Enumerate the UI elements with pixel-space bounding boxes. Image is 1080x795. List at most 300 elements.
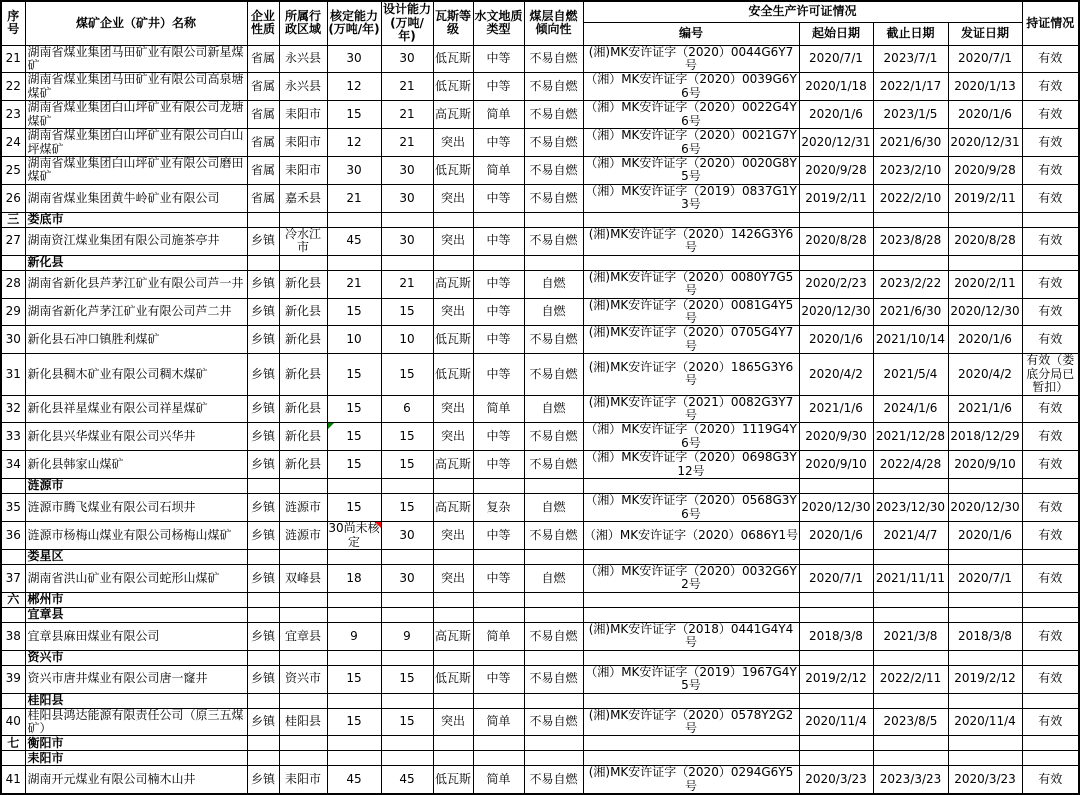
cell-approved-capacity[interactable]: 10 — [327, 326, 381, 354]
cell-name[interactable]: 新化县祥星煤业有限公司祥星煤矿 — [25, 395, 247, 423]
cell-name[interactable]: 娄星区 — [25, 549, 247, 564]
cell-gas-grade[interactable]: 突出 — [433, 129, 473, 157]
cell-name[interactable]: 湖南开元煤业有限公司楠木山井 — [25, 766, 247, 794]
cell-issue-date[interactable]: 2020/2/11 — [948, 270, 1022, 298]
cell-status[interactable] — [1022, 693, 1079, 708]
cell-end-date[interactable]: 2023/8/5 — [873, 708, 948, 736]
cell-name[interactable]: 娄底市 — [25, 212, 247, 227]
cell-nature[interactable] — [247, 255, 279, 270]
cell-status[interactable]: 有效 — [1022, 708, 1079, 736]
cell-region[interactable]: 涟源市 — [279, 494, 327, 522]
cell-end-date[interactable]: 2022/2/11 — [873, 665, 948, 693]
cell-issue-date[interactable]: 2018/3/8 — [948, 622, 1022, 650]
cell-end-date[interactable]: 2023/7/1 — [873, 45, 948, 73]
cell-designed-capacity[interactable] — [381, 549, 433, 564]
cell-license-no[interactable]: （湘）MK安许证字（2020）0032G6Y2号 — [583, 564, 799, 592]
cell-end-date[interactable] — [873, 255, 948, 270]
col-header-license-group[interactable]: 安全生产许可证情况 — [583, 1, 1022, 22]
cell-region[interactable]: 耒阳市 — [279, 101, 327, 129]
cell-nature[interactable]: 乡镇 — [247, 354, 279, 395]
cell-nature[interactable]: 乡镇 — [247, 494, 279, 522]
cell-name[interactable]: 桂阳县鸿达能源有限责任公司（原三五煤矿） — [25, 708, 247, 736]
cell-approved-capacity[interactable] — [327, 607, 381, 622]
cell-region[interactable]: 新化县 — [279, 298, 327, 326]
cell-region[interactable] — [279, 607, 327, 622]
cell-license-no[interactable]: （湘）MK安许证字（2020）0020G8Y5号 — [583, 157, 799, 185]
cell-designed-capacity[interactable] — [381, 607, 433, 622]
cell-combustion[interactable]: 自燃 — [524, 298, 583, 326]
cell-nature[interactable] — [247, 736, 279, 751]
cell-nature[interactable]: 乡镇 — [247, 423, 279, 451]
col-header-name[interactable]: 煤矿企业（矿井）名称 — [25, 1, 247, 45]
cell-start-date[interactable]: 2020/2/23 — [799, 270, 873, 298]
cell-combustion[interactable] — [524, 693, 583, 708]
cell-no[interactable]: 27 — [1, 227, 25, 255]
cell-region[interactable] — [279, 549, 327, 564]
cell-region[interactable]: 涟源市 — [279, 522, 327, 550]
cell-name[interactable]: 湖南省新化县芦茅江矿业有限公司芦一井 — [25, 270, 247, 298]
cell-end-date[interactable]: 2023/12/30 — [873, 494, 948, 522]
cell-combustion[interactable]: 不易自燃 — [524, 157, 583, 185]
cell-approved-capacity[interactable]: 21 — [327, 184, 381, 212]
cell-end-date[interactable] — [873, 736, 948, 751]
cell-hydro-type[interactable]: 中等 — [473, 270, 524, 298]
cell-issue-date[interactable]: 2021/1/6 — [948, 395, 1022, 423]
cell-combustion[interactable]: 不易自燃 — [524, 184, 583, 212]
cell-license-no[interactable]: (湘)MK安许证字（2020）0294G6Y5号 — [583, 766, 799, 794]
cell-end-date[interactable]: 2023/2/10 — [873, 157, 948, 185]
cell-combustion[interactable] — [524, 549, 583, 564]
cell-start-date[interactable]: 2020/1/18 — [799, 73, 873, 101]
cell-no[interactable]: 28 — [1, 270, 25, 298]
cell-no[interactable]: 33 — [1, 423, 25, 451]
cell-hydro-type[interactable]: 简单 — [473, 708, 524, 736]
cell-name[interactable]: 新化县石冲口镇胜利煤矿 — [25, 326, 247, 354]
cell-status[interactable]: 有效 — [1022, 157, 1079, 185]
cell-region[interactable] — [279, 751, 327, 766]
cell-issue-date[interactable]: 2020/9/10 — [948, 451, 1022, 479]
cell-hydro-type[interactable] — [473, 212, 524, 227]
cell-designed-capacity[interactable]: 30 — [381, 564, 433, 592]
cell-no[interactable]: 七 — [1, 736, 25, 751]
cell-license-no[interactable]: (湘)MK安许证字（2020）0080Y7G5号 — [583, 270, 799, 298]
cell-name[interactable]: 衡阳市 — [25, 736, 247, 751]
cell-approved-capacity[interactable]: 45 — [327, 227, 381, 255]
cell-status[interactable]: 有效 — [1022, 129, 1079, 157]
cell-region[interactable]: 耒阳市 — [279, 766, 327, 794]
cell-combustion[interactable] — [524, 607, 583, 622]
cell-gas-grade[interactable]: 突出 — [433, 298, 473, 326]
cell-gas-grade[interactable]: 高瓦斯 — [433, 101, 473, 129]
cell-issue-date[interactable] — [948, 212, 1022, 227]
cell-issue-date[interactable] — [948, 650, 1022, 665]
cell-issue-date[interactable] — [948, 736, 1022, 751]
cell-hydro-type[interactable] — [473, 479, 524, 494]
cell-region[interactable]: 冷水江市 — [279, 227, 327, 255]
cell-approved-capacity[interactable]: 15 — [327, 708, 381, 736]
cell-hydro-type[interactable] — [473, 650, 524, 665]
cell-gas-grade[interactable]: 低瓦斯 — [433, 326, 473, 354]
cell-combustion[interactable]: 不易自燃 — [524, 227, 583, 255]
cell-status[interactable]: 有效 — [1022, 522, 1079, 550]
cell-nature[interactable]: 乡镇 — [247, 227, 279, 255]
col-header-region[interactable]: 所属行政区域 — [279, 1, 327, 45]
cell-combustion[interactable] — [524, 255, 583, 270]
cell-hydro-type[interactable] — [473, 693, 524, 708]
cell-start-date[interactable]: 2020/12/30 — [799, 494, 873, 522]
cell-status[interactable]: 有效 — [1022, 564, 1079, 592]
cell-approved-capacity[interactable]: 15 — [327, 494, 381, 522]
cell-region[interactable]: 双峰县 — [279, 564, 327, 592]
cell-gas-grade[interactable] — [433, 212, 473, 227]
cell-start-date[interactable] — [799, 255, 873, 270]
cell-no[interactable] — [1, 751, 25, 766]
cell-issue-date[interactable]: 2020/1/13 — [948, 73, 1022, 101]
cell-hydro-type[interactable]: 中等 — [473, 129, 524, 157]
cell-gas-grade[interactable]: 突出 — [433, 423, 473, 451]
cell-gas-grade[interactable]: 突出 — [433, 184, 473, 212]
cell-combustion[interactable]: 不易自燃 — [524, 129, 583, 157]
cell-issue-date[interactable]: 2020/8/28 — [948, 227, 1022, 255]
cell-region[interactable]: 桂阳县 — [279, 708, 327, 736]
cell-region[interactable] — [279, 479, 327, 494]
cell-region[interactable]: 新化县 — [279, 451, 327, 479]
cell-status[interactable] — [1022, 736, 1079, 751]
cell-combustion[interactable]: 不易自燃 — [524, 101, 583, 129]
cell-status[interactable]: 有效 — [1022, 184, 1079, 212]
cell-gas-grade[interactable]: 突出 — [433, 708, 473, 736]
cell-combustion[interactable] — [524, 736, 583, 751]
cell-license-no[interactable]: （湘）MK安许证字（2020）0686Y1号 — [583, 522, 799, 550]
cell-approved-capacity[interactable]: 15 — [327, 451, 381, 479]
cell-start-date[interactable] — [799, 212, 873, 227]
cell-designed-capacity[interactable] — [381, 479, 433, 494]
cell-region[interactable]: 永兴县 — [279, 45, 327, 73]
cell-combustion[interactable]: 自燃 — [524, 564, 583, 592]
cell-license-no[interactable] — [583, 736, 799, 751]
cell-approved-capacity[interactable]: 30 — [327, 157, 381, 185]
cell-approved-capacity[interactable]: 15 — [327, 298, 381, 326]
cell-start-date[interactable] — [799, 549, 873, 564]
cell-hydro-type[interactable]: 简单 — [473, 157, 524, 185]
cell-combustion[interactable]: 自燃 — [524, 494, 583, 522]
cell-start-date[interactable]: 2018/3/8 — [799, 622, 873, 650]
cell-name[interactable]: 湖南省洪山矿业有限公司蛇形山煤矿 — [25, 564, 247, 592]
cell-start-date[interactable]: 2020/1/6 — [799, 326, 873, 354]
cell-status[interactable]: 有效 — [1022, 270, 1079, 298]
cell-issue-date[interactable] — [948, 255, 1022, 270]
cell-end-date[interactable] — [873, 592, 948, 607]
cell-region[interactable] — [279, 255, 327, 270]
cell-license-no[interactable]: (湘)MK安许证字（2020）0705G4Y7号 — [583, 326, 799, 354]
cell-nature[interactable]: 省属 — [247, 129, 279, 157]
cell-region[interactable]: 永兴县 — [279, 73, 327, 101]
cell-hydro-type[interactable]: 简单 — [473, 101, 524, 129]
cell-status[interactable]: 有效 — [1022, 73, 1079, 101]
cell-end-date[interactable]: 2023/1/5 — [873, 101, 948, 129]
cell-gas-grade[interactable] — [433, 751, 473, 766]
cell-approved-capacity[interactable] — [327, 693, 381, 708]
cell-hydro-type[interactable]: 中等 — [473, 451, 524, 479]
cell-issue-date[interactable]: 2020/1/6 — [948, 101, 1022, 129]
cell-gas-grade[interactable]: 高瓦斯 — [433, 451, 473, 479]
cell-hydro-type[interactable]: 中等 — [473, 423, 524, 451]
cell-designed-capacity[interactable]: 21 — [381, 129, 433, 157]
cell-license-no[interactable]: (湘)MK安许证字（2020）1426G3Y6号 — [583, 227, 799, 255]
cell-designed-capacity[interactable]: 30 — [381, 184, 433, 212]
cell-license-no[interactable]: （湘）MK安许证字（2020）0568G3Y6号 — [583, 494, 799, 522]
cell-designed-capacity[interactable] — [381, 212, 433, 227]
cell-designed-capacity[interactable]: 15 — [381, 451, 433, 479]
cell-status[interactable]: 有效 — [1022, 423, 1079, 451]
cell-license-no[interactable]: （湘）MK安许证字（2019）1967G4Y5号 — [583, 665, 799, 693]
cell-status[interactable] — [1022, 479, 1079, 494]
cell-gas-grade[interactable]: 低瓦斯 — [433, 766, 473, 794]
cell-status[interactable]: 有效（娄底分局已暂扣） — [1022, 354, 1079, 395]
cell-nature[interactable]: 乡镇 — [247, 270, 279, 298]
cell-gas-grade[interactable]: 突出 — [433, 227, 473, 255]
cell-status[interactable] — [1022, 607, 1079, 622]
cell-end-date[interactable]: 2021/6/30 — [873, 298, 948, 326]
cell-start-date[interactable] — [799, 650, 873, 665]
cell-gas-grade[interactable]: 高瓦斯 — [433, 494, 473, 522]
cell-status[interactable]: 有效 — [1022, 494, 1079, 522]
cell-hydro-type[interactable]: 复杂 — [473, 494, 524, 522]
cell-designed-capacity[interactable]: 21 — [381, 73, 433, 101]
cell-no[interactable]: 38 — [1, 622, 25, 650]
cell-name[interactable]: 资兴市唐井煤业有限公司唐一窿井 — [25, 665, 247, 693]
cell-hydro-type[interactable] — [473, 607, 524, 622]
cell-start-date[interactable]: 2020/11/4 — [799, 708, 873, 736]
cell-approved-capacity[interactable]: 21 — [327, 270, 381, 298]
cell-start-date[interactable] — [799, 479, 873, 494]
cell-issue-date[interactable]: 2020/12/30 — [948, 494, 1022, 522]
cell-designed-capacity[interactable]: 15 — [381, 423, 433, 451]
cell-region[interactable] — [279, 693, 327, 708]
cell-start-date[interactable]: 2020/7/1 — [799, 564, 873, 592]
cell-start-date[interactable]: 2020/3/23 — [799, 766, 873, 794]
col-header-approved-capacity[interactable]: 核定能力(万吨/年) — [327, 1, 381, 45]
cell-license-no[interactable]: (湘)MK安许证字（2020）0081G4Y5号 — [583, 298, 799, 326]
cell-no[interactable]: 22 — [1, 73, 25, 101]
cell-nature[interactable] — [247, 607, 279, 622]
cell-approved-capacity[interactable]: 12 — [327, 129, 381, 157]
cell-designed-capacity[interactable]: 9 — [381, 622, 433, 650]
cell-combustion[interactable]: 自燃 — [524, 270, 583, 298]
cell-name[interactable]: 新化县 — [25, 255, 247, 270]
cell-region[interactable]: 资兴市 — [279, 665, 327, 693]
cell-start-date[interactable]: 2020/8/28 — [799, 227, 873, 255]
cell-name[interactable]: 郴州市 — [25, 592, 247, 607]
cell-no[interactable] — [1, 650, 25, 665]
cell-approved-capacity[interactable] — [327, 479, 381, 494]
cell-end-date[interactable]: 2021/5/4 — [873, 354, 948, 395]
cell-start-date[interactable] — [799, 736, 873, 751]
cell-no[interactable]: 26 — [1, 184, 25, 212]
cell-end-date[interactable] — [873, 751, 948, 766]
cell-license-no[interactable]: （湘）MK安许证字（2020）0698G3Y12号 — [583, 451, 799, 479]
cell-hydro-type[interactable] — [473, 549, 524, 564]
cell-issue-date[interactable]: 2020/12/31 — [948, 129, 1022, 157]
cell-designed-capacity[interactable]: 15 — [381, 354, 433, 395]
cell-name[interactable]: 宜章县麻田煤业有限公司 — [25, 622, 247, 650]
cell-end-date[interactable]: 2021/4/7 — [873, 522, 948, 550]
cell-start-date[interactable]: 2020/1/6 — [799, 522, 873, 550]
cell-status[interactable] — [1022, 592, 1079, 607]
cell-approved-capacity[interactable]: 18 — [327, 564, 381, 592]
cell-designed-capacity[interactable] — [381, 592, 433, 607]
cell-nature[interactable]: 乡镇 — [247, 522, 279, 550]
cell-no[interactable]: 32 — [1, 395, 25, 423]
cell-no[interactable]: 39 — [1, 665, 25, 693]
cell-end-date[interactable] — [873, 607, 948, 622]
cell-issue-date[interactable] — [948, 751, 1022, 766]
cell-region[interactable]: 新化县 — [279, 326, 327, 354]
cell-approved-capacity[interactable]: 15 — [327, 665, 381, 693]
cell-combustion[interactable]: 不易自燃 — [524, 45, 583, 73]
cell-no[interactable]: 三 — [1, 212, 25, 227]
cell-designed-capacity[interactable]: 6 — [381, 395, 433, 423]
cell-approved-capacity[interactable]: 15 — [327, 354, 381, 395]
cell-gas-grade[interactable]: 低瓦斯 — [433, 45, 473, 73]
cell-end-date[interactable]: 2022/2/10 — [873, 184, 948, 212]
cell-approved-capacity[interactable]: 15 — [327, 101, 381, 129]
col-header-nature[interactable]: 企业性质 — [247, 1, 279, 45]
cell-gas-grade[interactable]: 低瓦斯 — [433, 73, 473, 101]
cell-end-date[interactable]: 2021/3/8 — [873, 622, 948, 650]
cell-region[interactable]: 宜章县 — [279, 622, 327, 650]
cell-combustion[interactable]: 不易自燃 — [524, 665, 583, 693]
cell-nature[interactable]: 乡镇 — [247, 766, 279, 794]
cell-status[interactable]: 有效 — [1022, 665, 1079, 693]
cell-no[interactable] — [1, 607, 25, 622]
cell-start-date[interactable]: 2020/4/2 — [799, 354, 873, 395]
cell-name[interactable]: 湖南省新化芦茅江矿业有限公司芦二井 — [25, 298, 247, 326]
cell-start-date[interactable] — [799, 592, 873, 607]
cell-gas-grade[interactable]: 突出 — [433, 564, 473, 592]
cell-nature[interactable]: 乡镇 — [247, 326, 279, 354]
cell-license-no[interactable]: （湘）MK安许证字（2020）0021G7Y6号 — [583, 129, 799, 157]
cell-approved-capacity[interactable]: 30尚未核定 — [328, 521, 380, 549]
cell-issue-date[interactable] — [948, 592, 1022, 607]
cell-nature[interactable] — [247, 212, 279, 227]
cell-nature[interactable]: 乡镇 — [247, 665, 279, 693]
cell-name[interactable]: 资兴市 — [25, 650, 247, 665]
cell-issue-date[interactable]: 2020/3/23 — [948, 766, 1022, 794]
cell-designed-capacity[interactable] — [381, 255, 433, 270]
cell-nature[interactable]: 乡镇 — [247, 395, 279, 423]
cell-combustion[interactable]: 不易自燃 — [524, 73, 583, 101]
cell-designed-capacity[interactable]: 15 — [381, 708, 433, 736]
cell-status[interactable] — [1022, 212, 1079, 227]
cell-combustion[interactable] — [524, 751, 583, 766]
cell-no[interactable]: 35 — [1, 494, 25, 522]
col-header-gas-grade[interactable]: 瓦斯等级 — [433, 1, 473, 45]
cell-nature[interactable]: 乡镇 — [247, 564, 279, 592]
cell-no[interactable]: 29 — [1, 298, 25, 326]
cell-designed-capacity[interactable]: 45 — [381, 766, 433, 794]
cell-issue-date[interactable]: 2020/7/1 — [948, 564, 1022, 592]
cell-status[interactable]: 有效 — [1022, 45, 1079, 73]
cell-region[interactable]: 耒阳市 — [279, 129, 327, 157]
cell-name[interactable]: 湖南省煤业集团马田矿业有限公司高泉塘煤矿 — [25, 73, 247, 101]
cell-region[interactable]: 嘉禾县 — [279, 184, 327, 212]
cell-license-no[interactable]: (湘)MK安许证字（2021）0082G3Y7号 — [583, 395, 799, 423]
col-header-license-no[interactable]: 编号 — [583, 22, 799, 45]
cell-designed-capacity[interactable]: 30 — [381, 45, 433, 73]
cell-gas-grade[interactable]: 高瓦斯 — [433, 270, 473, 298]
col-header-hydro-type[interactable]: 水文地质类型 — [473, 1, 524, 45]
cell-end-date[interactable]: 2021/12/28 — [873, 423, 948, 451]
cell-hydro-type[interactable]: 中等 — [473, 184, 524, 212]
cell-name[interactable]: 湖南省煤业集团白山坪矿业有限公司龙塘煤矿 — [25, 101, 247, 129]
cell-name[interactable]: 宜章县 — [25, 607, 247, 622]
cell-name[interactable]: 湖南省煤业集团白山坪矿业有限公司磨田煤矿 — [25, 157, 247, 185]
cell-name[interactable]: 涟源市 — [25, 479, 247, 494]
cell-combustion[interactable]: 不易自燃 — [524, 708, 583, 736]
cell-gas-grade[interactable] — [433, 255, 473, 270]
cell-nature[interactable]: 乡镇 — [247, 298, 279, 326]
cell-start-date[interactable]: 2019/2/12 — [799, 665, 873, 693]
cell-license-no[interactable] — [583, 693, 799, 708]
cell-start-date[interactable]: 2020/12/31 — [799, 129, 873, 157]
col-header-status[interactable]: 持证情况 — [1022, 1, 1079, 45]
cell-no[interactable]: 25 — [1, 157, 25, 185]
cell-no[interactable]: 36 — [1, 522, 25, 550]
cell-issue-date[interactable]: 2020/1/6 — [948, 326, 1022, 354]
cell-approved-capacity[interactable] — [327, 592, 381, 607]
cell-region[interactable]: 新化县 — [279, 354, 327, 395]
col-header-designed-capacity[interactable]: 设计能力(万吨/年) — [381, 1, 433, 45]
cell-designed-capacity[interactable]: 15 — [381, 298, 433, 326]
cell-nature[interactable] — [247, 751, 279, 766]
cell-start-date[interactable]: 2019/2/11 — [799, 184, 873, 212]
cell-status[interactable] — [1022, 751, 1079, 766]
cell-end-date[interactable]: 2024/1/6 — [873, 395, 948, 423]
cell-nature[interactable]: 省属 — [247, 73, 279, 101]
cell-name[interactable]: 湖南省煤业集团白山坪矿业有限公司白山坪煤矿 — [25, 129, 247, 157]
cell-no[interactable] — [1, 479, 25, 494]
cell-hydro-type[interactable]: 简单 — [473, 622, 524, 650]
cell-designed-capacity[interactable]: 21 — [381, 101, 433, 129]
cell-designed-capacity[interactable] — [381, 751, 433, 766]
cell-no[interactable] — [1, 549, 25, 564]
cell-status[interactable]: 有效 — [1022, 766, 1079, 794]
cell-name[interactable]: 涟源市腾飞煤业有限公司石坝井 — [25, 494, 247, 522]
cell-region[interactable] — [279, 592, 327, 607]
cell-end-date[interactable]: 2021/11/11 — [873, 564, 948, 592]
cell-end-date[interactable]: 2021/10/14 — [873, 326, 948, 354]
cell-gas-grade[interactable]: 突出 — [433, 522, 473, 550]
cell-end-date[interactable] — [873, 549, 948, 564]
cell-license-no[interactable]: （湘）MK安许证字（2019）0837G1Y3号 — [583, 184, 799, 212]
cell-gas-grade[interactable]: 高瓦斯 — [433, 622, 473, 650]
cell-gas-grade[interactable] — [433, 607, 473, 622]
cell-gas-grade[interactable] — [433, 549, 473, 564]
cell-no[interactable]: 37 — [1, 564, 25, 592]
cell-end-date[interactable] — [873, 693, 948, 708]
cell-start-date[interactable]: 2020/12/30 — [799, 298, 873, 326]
cell-hydro-type[interactable] — [473, 592, 524, 607]
cell-no[interactable]: 31 — [1, 354, 25, 395]
cell-end-date[interactable]: 2022/4/28 — [873, 451, 948, 479]
cell-license-no[interactable] — [583, 479, 799, 494]
cell-end-date[interactable]: 2023/2/22 — [873, 270, 948, 298]
cell-gas-grade[interactable]: 低瓦斯 — [433, 354, 473, 395]
cell-designed-capacity[interactable]: 30 — [381, 157, 433, 185]
cell-license-no[interactable] — [583, 255, 799, 270]
cell-issue-date[interactable]: 2020/12/30 — [948, 298, 1022, 326]
